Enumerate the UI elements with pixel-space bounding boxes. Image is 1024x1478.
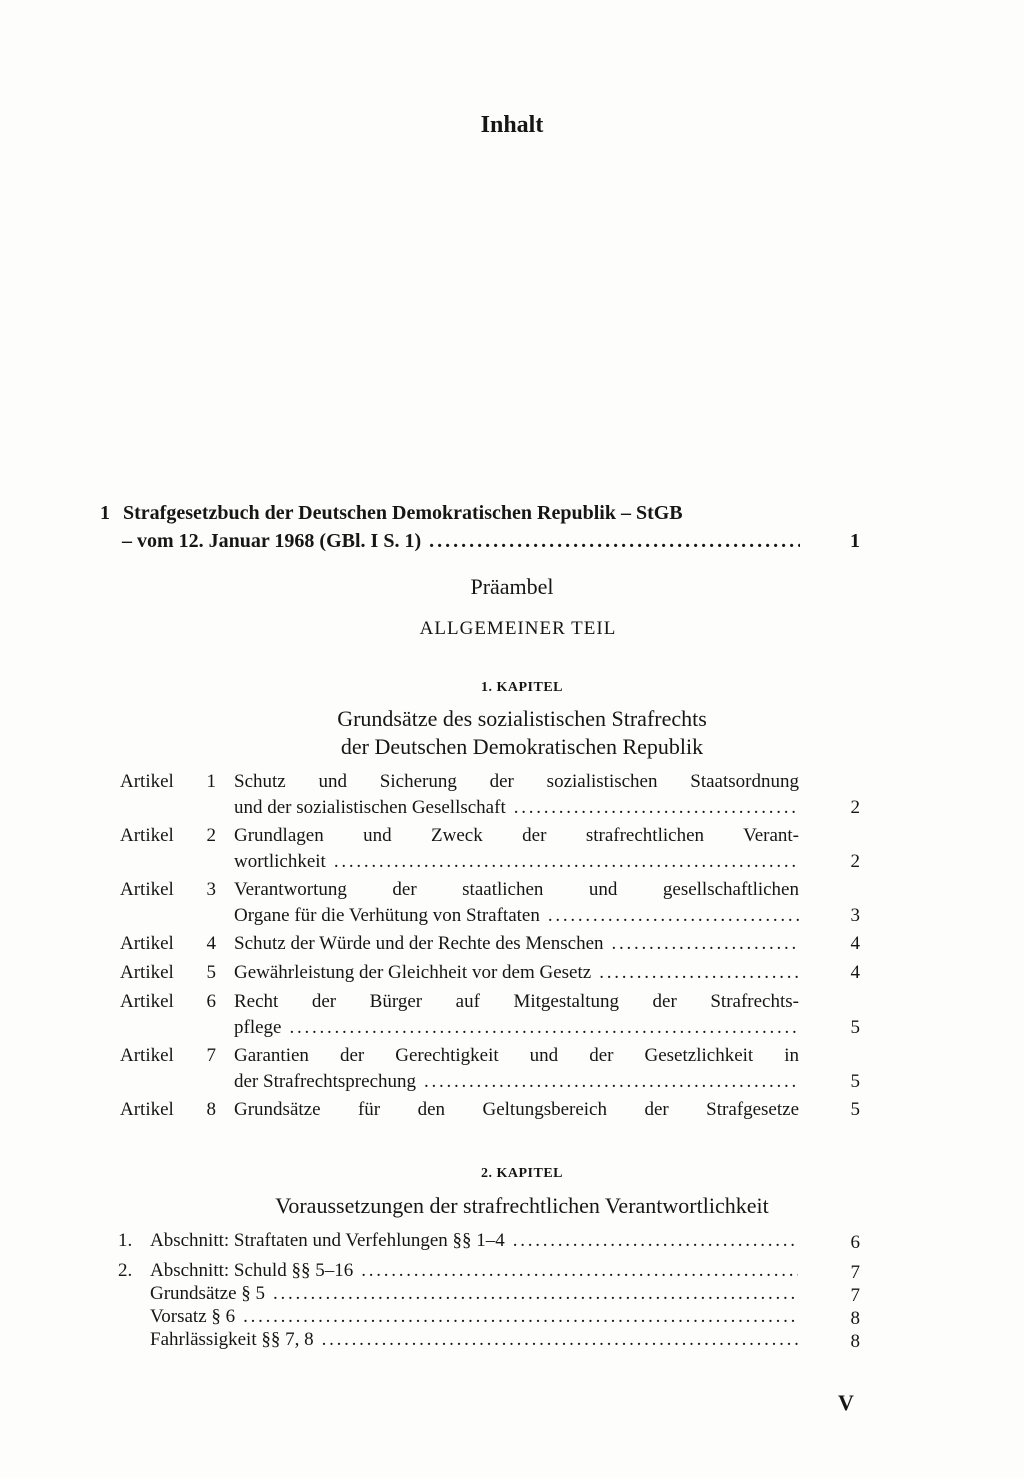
preamble-heading: Präambel: [470, 574, 554, 599]
article-label: Artikel 3: [120, 879, 216, 900]
article-title: Recht der Bürger auf Mitgestaltung der Strafrechts-: [234, 991, 799, 1012]
subsection-title: Grundsätze § 5 . . .: [150, 1283, 798, 1305]
page-title: Inhalt: [480, 112, 544, 138]
law-title-line1: [100, 502, 683, 525]
part-heading: ALLGEMEINER TEIL: [419, 618, 617, 639]
article-page: 2: [850, 851, 860, 872]
subsection-title: Vorsatz § 6 . . .: [150, 1306, 798, 1328]
law-title-line2: [122, 530, 800, 553]
subsection-page: 8: [850, 1331, 860, 1352]
article-title-cont: Organe für die Verhütung von Straftaten . . .: [234, 905, 799, 927]
section-page: 7: [850, 1262, 860, 1283]
article-label: Artikel 7: [120, 1045, 216, 1066]
chapter2-title: Voraussetzungen der strafrechtlichen Verantwortlichkeit: [275, 1193, 769, 1218]
article-title: Grundlagen und Zweck der strafrechtlichen Verant-: [234, 825, 799, 846]
leader-dots: [429, 530, 800, 553]
article-title: Schutz und Sicherung der sozialistischen Staatsordnung: [234, 771, 799, 792]
article-page: 5: [850, 1071, 860, 1092]
article-title-cont: wortlichkeit . . .: [234, 851, 799, 873]
section-title: Abschnitt: Straftaten und Verfehlungen §§ 1–4 . . .: [150, 1230, 798, 1252]
article-label: Artikel 6: [120, 991, 216, 1012]
article-title-cont: der Strafrechtsprechung . . .: [234, 1071, 799, 1093]
article-label: Artikel 4: [120, 933, 216, 954]
section-number: 1.: [118, 1230, 133, 1251]
article-title-cont: pflege . . .: [234, 1017, 799, 1039]
section-number: 2.: [118, 1260, 133, 1281]
article-label: Artikel 2: [120, 825, 216, 846]
article-title: Verantwortung der staatlichen und gesellschaftlichen: [234, 879, 799, 900]
law-page: 1: [850, 530, 860, 552]
article-title-cont: und der sozialistischen Gesellschaft . . .: [234, 797, 799, 819]
subsection-page: 7: [850, 1285, 860, 1306]
article-title: Grundsätze für den Geltungsbereich der Strafgesetze: [234, 1099, 799, 1120]
chapter2-label: 2. KAPITEL: [480, 1166, 563, 1181]
chapter1-title-line1: Grundsätze des sozialistischen Strafrechts: [337, 706, 707, 731]
article-page: 5: [850, 1099, 860, 1120]
law-number: 1: [100, 502, 110, 524]
law-title: Strafgesetzbuch der Deutschen Demokratischen Republik – StGB: [123, 502, 683, 524]
law-date: – vom 12. Januar 1968 (GBl. I S. 1): [122, 530, 422, 552]
chapter1-title-line2: der Deutschen Demokratischen Republik: [340, 734, 704, 759]
article-page: 4: [850, 933, 860, 954]
section-title: Abschnitt: Schuld §§ 5–16 . . .: [150, 1260, 798, 1282]
article-label: Artikel 5: [120, 962, 216, 983]
page-number: V: [838, 1390, 854, 1415]
article-title: Gewährleistung der Gleichheit vor dem Gesetz . . .: [234, 962, 799, 984]
article-page: 3: [850, 905, 860, 926]
article-page: 2: [850, 797, 860, 818]
section-page: 6: [850, 1232, 860, 1253]
subsection-page: 8: [850, 1308, 860, 1329]
chapter1-label: 1. KAPITEL: [480, 680, 563, 695]
article-label: Artikel 1: [120, 771, 216, 792]
article-page: 4: [850, 962, 860, 983]
article-label: Artikel 8: [120, 1099, 216, 1120]
article-title: Schutz der Würde und der Rechte des Menschen . . .: [234, 933, 799, 955]
article-page: 5: [850, 1017, 860, 1038]
subsection-title: Fahrlässigkeit §§ 7, 8 . . .: [150, 1329, 798, 1351]
article-title: Garantien der Gerechtigkeit und der Gesetzlichkeit in: [234, 1045, 799, 1066]
